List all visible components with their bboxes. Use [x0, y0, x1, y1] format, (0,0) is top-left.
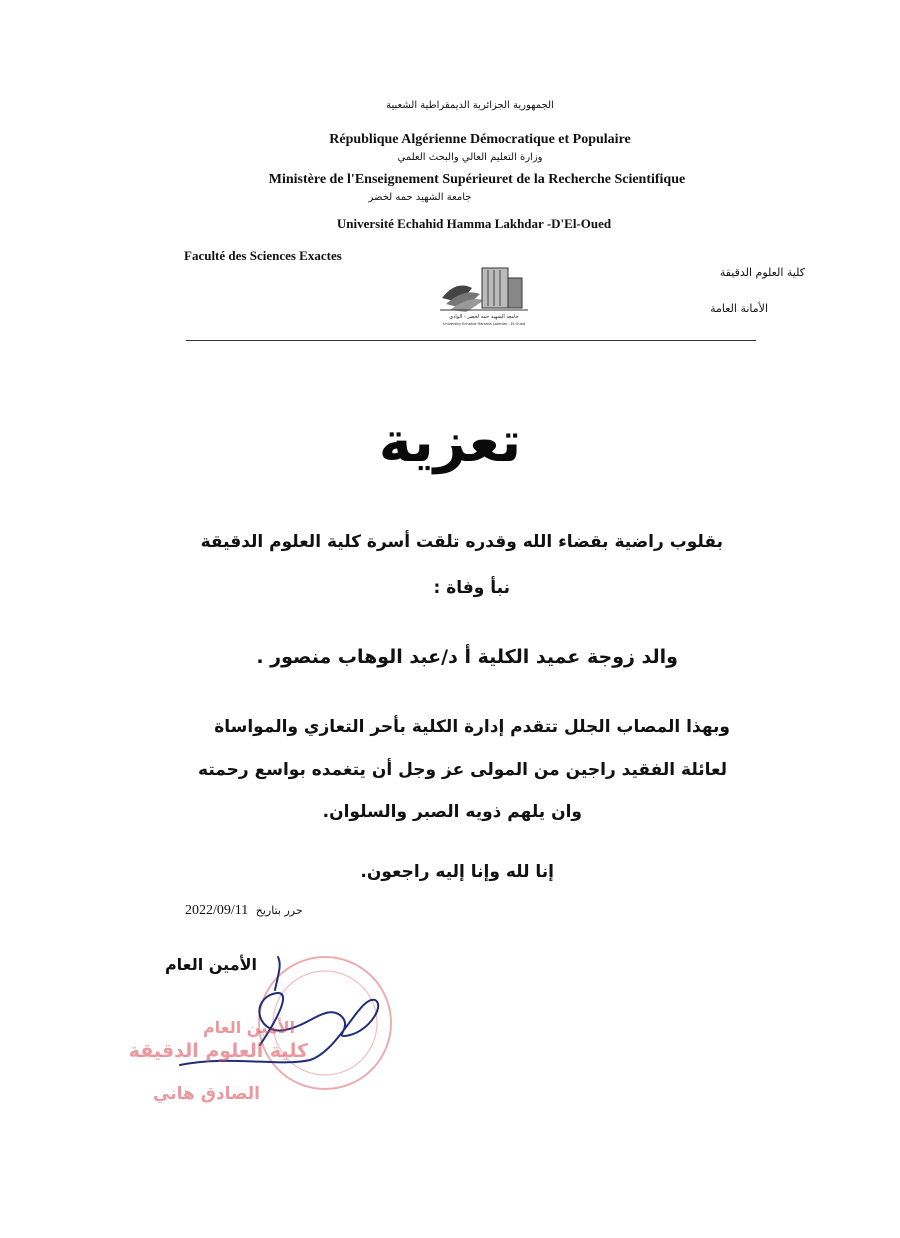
logo-caption-fr: University Echahid Hamma Lakhdar - El-Oued — [442, 322, 526, 326]
ministry-fr: Ministère de l'Enseignement Supérieuret de la Recherche Scientifique — [268, 172, 686, 187]
stamp-text-3: الصادق هاني — [153, 1084, 260, 1104]
university-fr: Université Echahid Hamma Lakhdar -D'El-Oued — [336, 216, 612, 231]
university-logo-icon — [436, 258, 532, 328]
stamp-text-2: كلية العلوم الدقيقة — [128, 1040, 308, 1062]
date-row — [185, 903, 303, 919]
body-line-1: بقلوب راضية بقضاء الله وقدره تلقت أسرة كلية العلوم الدقيقة — [200, 532, 723, 552]
secretariat-ar: الأمانة العامة — [710, 302, 768, 315]
page-title: تعزية — [378, 410, 522, 475]
stamp-text-1: الأمين العام — [202, 1018, 295, 1037]
ministry-ar: وزارة التعليم العالي والبحث العلمي — [397, 152, 543, 163]
body-line-7: إنا لله وإنا إليه راجعون. — [360, 862, 554, 882]
body-line-2: نبأ وفاة : — [433, 578, 510, 598]
republic-ar: الجمهورية الجزائرية الديمقراطية الشعبية — [386, 100, 554, 111]
date-label: حرر بتاريخ — [255, 904, 303, 917]
faculty-ar: كلية العلوم الدقيقة — [719, 266, 805, 279]
body-line-4: وبهذا المصاب الجلل تتقدم إدارة الكلية بأحر التعازي والمواساة — [214, 717, 730, 737]
university-ar: جامعة الشهيد حمه لخضر — [368, 192, 472, 203]
date-value: 2022/09/11 — [185, 903, 249, 918]
header-divider — [186, 340, 756, 341]
body-line-5: لعائلة الفقيد راجين من المولى عز وجل أن يتغمده بواسع رحمته — [198, 760, 727, 780]
body-line-6: وان يلهم ذويه الصبر والسلوان. — [322, 802, 582, 822]
republic-fr: République Algérienne Démocratique et Populaire — [329, 132, 631, 147]
body-line-3: والد زوجة عميد الكلية أ د/عبد الوهاب منصور . — [256, 646, 678, 668]
logo-caption-ar: جامعة الشهيد حمه لخضر - الوادي — [449, 314, 519, 320]
faculty-fr: Faculté des Sciences Exactes — [184, 248, 342, 263]
signature-title: الأمين العام — [164, 955, 257, 974]
